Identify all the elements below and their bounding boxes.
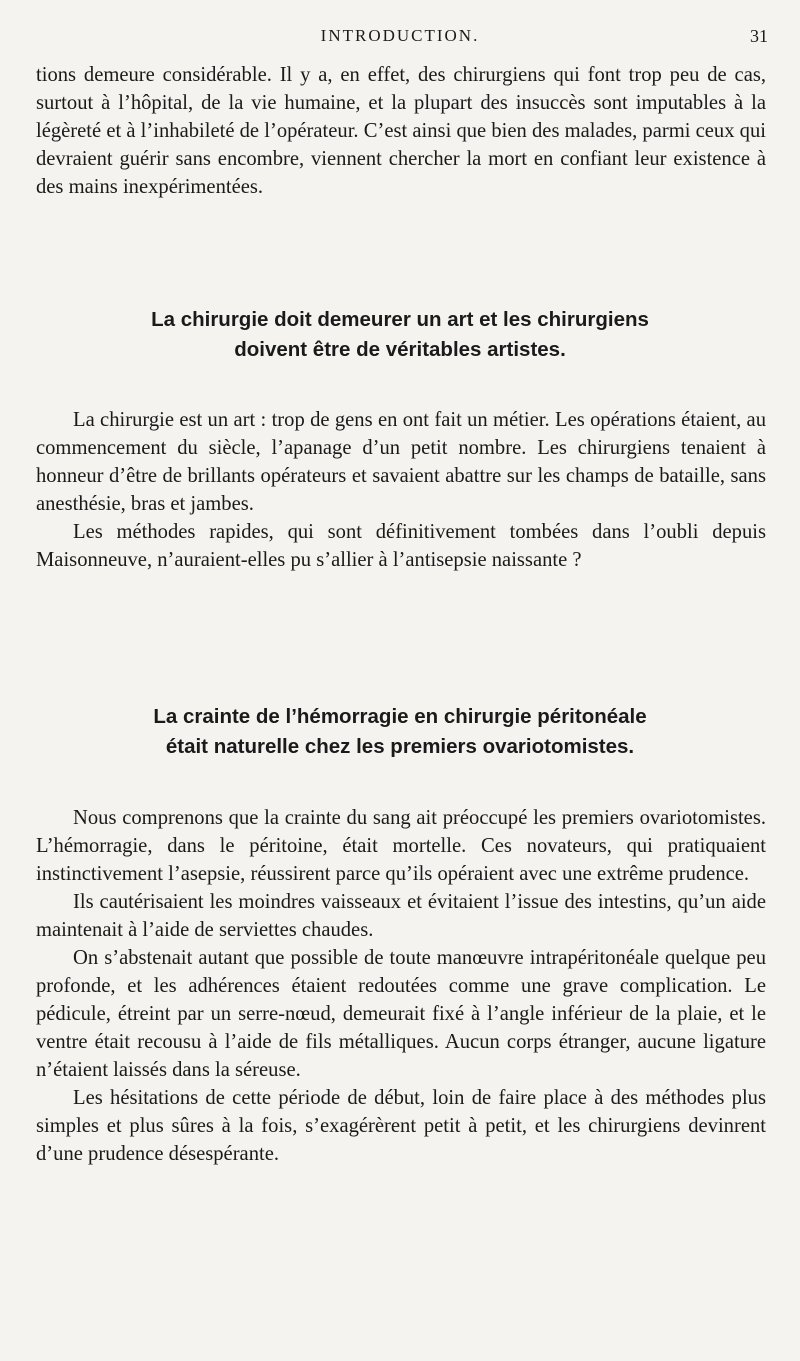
section-1-paragraph-1: La chirurgie est un art : trop de gens en ont fait un métier. Les opérations étaient, au commencement du siècle, l’apanage d’un petit nombre. Les chirurgiens tenaient à honneur d’être de brillants opérateurs et savaient abattre sur les champs de bataille, sans anesthésie, bras et jambes. <box>36 409 766 515</box>
section-2-paragraph-2: Ils cautérisaient les moindres vaisseaux et évitaient l’issue des intestins, qu’un aide maintenait à l’aide de serviettes chaudes. <box>36 891 766 941</box>
section-heading-1-line-1: La chirurgie doit demeurer un art et les chirurgiens <box>151 308 649 331</box>
section-2-paragraph-1: Nous comprenons que la crainte du sang ait préoccupé les premiers ovariotomistes. L’hémorragie, dans le péritoine, était mortelle. Ces novateurs, qui pratiquaient instinctivement l’asepsie, réussirent parce qu’ils opéraient avec une extrême prudence. <box>36 807 766 885</box>
section-1-text <box>36 406 766 574</box>
section-heading-1-line-2: doivent être de véritables artistes. <box>234 338 566 361</box>
section-1-paragraph-2: Les méthodes rapides, qui sont définitivement tombées dans l’oubli depuis Maisonneuve, n’auraient-elles pu s’allier à l’antisepsie naissante ? <box>36 521 766 571</box>
section-heading-1 <box>40 305 760 365</box>
section-heading-2-line-2: était naturelle chez les premiers ovariotomistes. <box>165 735 635 758</box>
section-heading-2 <box>40 702 760 762</box>
running-head <box>0 26 800 50</box>
running-head-title: INTRODUCTION. <box>320 26 480 45</box>
intro-block <box>36 61 766 201</box>
page-number: 31 <box>750 26 768 46</box>
intro-paragraph: tions demeure considérable. Il y a, en effet, des chirurgiens qui font trop peu de cas, surtout à l’hôpital, de la vie humaine, et la plupart des insuccès sont imputables à la légèreté et à l’inhabileté de l’opérateur. C’est ainsi que bien des malades, parmi ceux qui devraient guérir sans encombre, viennent chercher la mort en confiant leur existence à des mains inexpérimentées. <box>36 64 766 198</box>
section-heading-2-line-1: La crainte de l’hémorragie en chirurgie péritonéale <box>153 705 647 728</box>
section-2-text <box>36 804 766 1168</box>
section-2-paragraph-3: On s’abstenait autant que possible de toute manœuvre intrapéritonéale quelque peu profonde, et les adhérences étaient redoutées comme une grave complication. Le pédicule, étreint par un serre-nœud, demeurait fixé à l’angle inférieur de la plaie, et le ventre était recousu à l’aide de fils métalliques. Aucun corps étranger, aucune ligature n’étaient laissés dans la séreuse. <box>36 947 766 1081</box>
section-2-paragraph-4: Les hésitations de cette période de début, loin de faire place à des méthodes plus simples et plus sûres à la fois, s’exagérèrent petit à petit, et les chirurgiens devinrent d’une prudence désespérante. <box>36 1087 766 1165</box>
